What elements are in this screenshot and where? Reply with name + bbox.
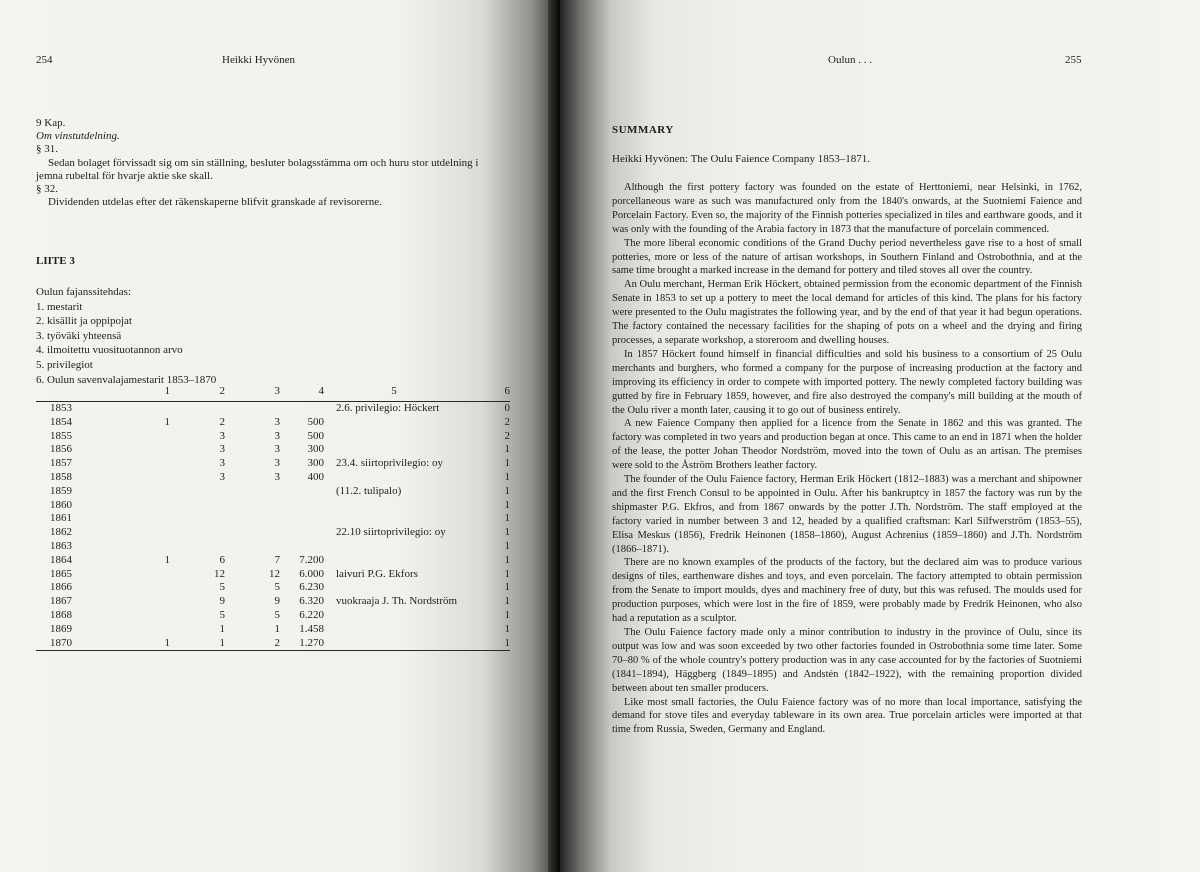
table-cell — [110, 430, 170, 444]
table-row — [36, 471, 510, 485]
appendix-legend — [36, 285, 510, 387]
table-row — [36, 637, 510, 651]
table-cell — [110, 485, 170, 499]
table-cell: 1861 — [50, 512, 72, 525]
table-cell: 3 — [219, 443, 225, 456]
running-head-right: Oulun . . . — [828, 54, 872, 66]
table-cell: 1856 — [50, 443, 72, 456]
table-cell: 1 — [504, 484, 510, 497]
table-cell: 1857 — [50, 457, 72, 470]
table-cell: 2 — [225, 637, 280, 651]
table-row — [36, 609, 510, 623]
table-cell: 9 — [219, 595, 225, 608]
legend-line: 2. kisällit ja oppipojat — [36, 315, 132, 328]
table-cell: 1855 — [50, 429, 72, 442]
summary-heading: SUMMARY — [612, 124, 674, 136]
statute-line: § 31. — [36, 143, 58, 156]
table-cell — [324, 471, 464, 485]
table-cell: 1862 — [50, 526, 72, 539]
legend-line: 6. Oulun savenvalajamestarit 1853–1870 — [36, 373, 217, 386]
summary-paragraph: A new Faience Company then applied for a licence from the Senate in 1862 and this was granted. The factory was completed in two years and production began at once. This came to an end in 1871 when the holder of the lease, the potter Johan Theodor Nordström, moved into the town of Oulu as an artisan. The premises were sold to the Åström Brothers leather factory. — [612, 418, 1082, 472]
table-cell — [170, 512, 225, 526]
table-cell: 1 — [164, 415, 170, 428]
table-cell: 2 — [504, 415, 510, 428]
table-cell — [324, 443, 464, 457]
table-row — [36, 457, 510, 471]
summary-paragraph: In 1857 Höckert found himself in financial difficulties and sold his business to a consortium of 25 Oulu merchants and burghers, who formed a company for the purpose of increasing production at the factory and improving its efficiency in order to compete with imported pottery. The newly completed factory building was gutted by fire in February 1859, however, and fire also destroyed the company's mill building at the mouth of the Oulu river a month later, causing it to go out of business entirely. — [612, 348, 1082, 416]
table-cell: 1 — [504, 457, 510, 470]
table-cell — [110, 595, 170, 609]
table-cell: 1 — [504, 622, 510, 635]
table-cell: 7.200 — [299, 553, 324, 566]
table-cell: 1 — [504, 470, 510, 483]
table-cell: 2.6. privilegio: Höckert — [336, 402, 440, 414]
table-cell — [170, 499, 225, 513]
summary-paragraph: The more liberal economic conditions of the Grand Duchy period nevertheless gave rise to a host of small potteries, more or less of the nature of artisan workshops, in Southern Finland and Ostrobothnia, and at the same time brought a marked increase in the demand for pottery and tiled stoves all over the country. — [612, 237, 1082, 277]
table-cell — [324, 499, 464, 513]
legend-line: Oulun fajanssitehdas: — [36, 286, 132, 298]
table-cell: 1 — [504, 581, 510, 594]
table-row — [36, 512, 510, 526]
table-cell: 12 — [214, 567, 225, 580]
table-row — [36, 568, 510, 582]
table-cell: 5 — [219, 581, 225, 594]
factory-data-table — [36, 381, 510, 651]
table-cell — [225, 485, 280, 499]
table-row — [36, 499, 510, 513]
table-cell: 1 — [504, 443, 510, 456]
table-cell — [280, 512, 324, 526]
table-cell: 2 — [504, 429, 510, 442]
column-header: 3 — [225, 381, 280, 402]
table-cell — [170, 540, 225, 554]
table-cell: 1865 — [50, 567, 72, 580]
table-cell — [110, 581, 170, 595]
summary-subheading: Heikki Hyvönen: The Oulu Faience Company 1853–1871. — [612, 153, 870, 165]
table-cell: 3 — [219, 429, 225, 442]
table-cell: 0 — [504, 402, 510, 414]
table-cell — [110, 526, 170, 540]
table-cell: 6.000 — [299, 567, 324, 580]
table-cell: 3 — [219, 457, 225, 470]
table-cell: 3 — [274, 470, 280, 483]
table-cell: 1859 — [50, 484, 72, 497]
table-cell — [280, 540, 324, 554]
table-cell — [110, 609, 170, 623]
table-cell: 9 — [274, 595, 280, 608]
table-cell — [280, 526, 324, 540]
table-cell — [225, 540, 280, 554]
table-cell: 7 — [274, 553, 280, 566]
table-cell: 3 — [274, 443, 280, 456]
table-cell — [225, 526, 280, 540]
table-cell: 1 — [170, 637, 225, 651]
table-cell: 3 — [219, 470, 225, 483]
table-cell — [110, 623, 170, 637]
summary-paragraph: An Oulu merchant, Herman Erik Höckert, obtained permission from the economic department of the Finnish Senate in 1853 to set up a pottery to meet the local demand for articles of this kind. The plans for his factory were presented to the Oulu magistrates the following year, and by the end of that year it had begun operations. The factory contained the necessary facilities for the shaping of pots on a wheel and the drying and firing processes, a separate workshop, a storeroom and dwelling houses. — [612, 279, 1082, 346]
column-header: 2 — [170, 381, 225, 402]
table-cell: 1870 — [36, 637, 110, 651]
summary-text — [612, 181, 1082, 737]
table-row — [36, 540, 510, 554]
table-cell — [324, 430, 464, 444]
page-number-right: 255 — [1065, 54, 1082, 66]
table-body — [36, 402, 510, 651]
appendix-heading: LIITE 3 — [36, 255, 75, 267]
table-cell: 1 — [504, 526, 510, 539]
statute-line: jemna rubeltal för hvarje aktie ske skall. — [36, 169, 213, 182]
table-cell — [110, 443, 170, 457]
table-cell: 1867 — [50, 595, 72, 608]
table-cell: 1866 — [50, 581, 72, 594]
table-cell — [280, 485, 324, 499]
table-header-row — [36, 381, 510, 402]
table-cell: 1868 — [50, 608, 72, 621]
column-header: 4 — [280, 381, 324, 402]
statute-line: Sedan bolaget förvissadt sig om sin ställning, besluter bolagsstämma om och huru stor utdelning i — [48, 156, 479, 169]
table-cell — [110, 512, 170, 526]
table-cell — [280, 402, 324, 416]
table-cell — [225, 402, 280, 416]
table-cell: 1 — [110, 637, 170, 651]
table-cell: 5 — [274, 581, 280, 594]
table-cell — [170, 485, 225, 499]
table-row — [36, 416, 510, 430]
legend-line: 4. ilmoitettu vuosituotannon arvo — [36, 344, 183, 357]
table-cell: (11.2. tulipalo) — [336, 484, 402, 497]
table-cell — [324, 581, 464, 595]
table-row — [36, 443, 510, 457]
statute-line: Om vinstutdelning. — [36, 130, 120, 143]
statute-line: Dividenden utdelas efter det räkenskaperne blifvit granskade af revisorerne. — [48, 196, 382, 209]
table-cell: 1 — [274, 622, 280, 635]
table-cell: 1 — [504, 608, 510, 621]
table-cell — [324, 416, 464, 430]
table-row — [36, 485, 510, 499]
summary-paragraph: There are no known examples of the products of the factory, but the declared aim was to produce various designs of tiles, earthenware dishes and toys, and even porcelain. The factory attempted to obtain permission from the Senate to import moulds, dyes and machinery free of duty, but this was refused. The moulds used for production purposes, which were lost in the fire of 1859, were probably made by Fredrik Heinonen, who also had a reputation as a sculptor. — [612, 557, 1082, 625]
table-cell: 23.4. siirtoprivilegio: oy — [336, 457, 443, 470]
table-cell — [110, 540, 170, 554]
table-cell — [110, 471, 170, 485]
table-row — [36, 430, 510, 444]
table-cell: 1.270 — [280, 637, 324, 651]
table-cell: 1 — [504, 567, 510, 580]
table-cell: 1 — [219, 622, 225, 635]
table-cell — [324, 554, 464, 568]
table-cell: 1 — [504, 512, 510, 525]
table-cell: 1869 — [50, 622, 72, 635]
column-header — [36, 381, 110, 402]
column-header: 1 — [110, 381, 170, 402]
table-cell: 1854 — [50, 415, 72, 428]
statute-line: § 32. — [36, 183, 58, 196]
table-cell: 22.10 siirtoprivilegio: oy — [336, 526, 446, 539]
table-cell — [280, 499, 324, 513]
table-cell: 3 — [274, 429, 280, 442]
table-row — [36, 554, 510, 568]
table-cell: 1 — [504, 539, 510, 552]
table-cell: 1 — [504, 553, 510, 566]
table-cell: 300 — [307, 457, 324, 470]
left-page — [0, 0, 560, 872]
table-cell: 1863 — [50, 539, 72, 552]
running-head-left: Heikki Hyvönen — [222, 54, 296, 66]
table-row — [36, 581, 510, 595]
summary-paragraph: Like most small factories, the Oulu Faience factory was of no more than local importance, satisfying the demand for stove tiles and everyday tableware in its own area. True porcelain articles were imported at that time from Russia, Sweden, Germany and England. — [612, 696, 1082, 736]
table-cell — [110, 568, 170, 582]
table-row — [36, 402, 510, 416]
table-cell: 1860 — [50, 498, 72, 511]
table-row — [36, 623, 510, 637]
table-cell: laivuri P.G. Ekfors — [336, 567, 418, 580]
page-number-left: 254 — [36, 54, 53, 66]
right-page — [560, 0, 1200, 872]
table-cell: 5 — [274, 608, 280, 621]
table-cell: 1 — [504, 595, 510, 608]
table-cell — [170, 526, 225, 540]
table-cell: 6 — [219, 553, 225, 566]
table-cell: 12 — [269, 567, 280, 580]
table-cell: 6.230 — [299, 581, 324, 594]
table-cell: 300 — [307, 443, 324, 456]
summary-paragraph: Although the first pottery factory was founded on the estate of Herttoniemi, near Helsinki, in 1762, porcellaneous ware as such was manufactured only from the 1840's onwards, at the Suotniemi Faience and Porcelain Factory. Even so, the majority of the Finnish potteries specialized in tiles and earthware goods, and it was only with the founding of the Arabia factory in 1873 that the manufacture of porcelain commenced. — [612, 182, 1082, 235]
column-header: 5 — [324, 381, 464, 402]
legend-line: 3. työväki yhteensä — [36, 329, 122, 342]
legend-line: 1. mestarit — [36, 300, 83, 313]
table-cell: 1858 — [50, 470, 72, 483]
table-cell — [324, 637, 464, 651]
table-cell — [170, 402, 225, 416]
table-cell: 5 — [219, 608, 225, 621]
column-header: 6 — [464, 381, 510, 402]
table-cell: 1853 — [50, 402, 72, 414]
table-cell: 3 — [274, 415, 280, 428]
table-row — [36, 526, 510, 540]
summary-paragraph: The founder of the Oulu Faience factory, Herman Erik Höckert (1812–1883) was a merchant and shipowner and the first French Consul to be appointed in Oulu. After his bankruptcy in 1857 the factory was run by the shipmaster P.G. Ekfros, and from 1867 onwards by the potter J.Th. Nordström. The staff employed at the factory varied in number between 3 and 12, headed by a qualified craftsman: Karl Silfwerström (1853–55), Elisa Meskus (1856), Fredrik Heinonen (1858–1860), August Achrenius (1859–1860) and J.Th. Nordström (1866–1871). — [612, 474, 1082, 555]
table-cell: 1864 — [50, 553, 72, 566]
table-cell: 1 — [164, 553, 170, 566]
statute-line: 9 Kap. — [36, 117, 66, 129]
summary-paragraph: The Oulu Faience factory made only a minor contribution to industry in the province of Oulu, since its output was low and was soon exceeded by two other factories founded in Ostrobothnia some time later. Some 70–80 % of the whole country's pottery production was in any case accounted for by the factories of Suotniemi (1841–1894), Häggberg (1849–1895) and Andstén (1842–1922), with the remaining proportion divided between about ten smaller producers. — [612, 627, 1082, 694]
table-cell — [110, 499, 170, 513]
table-row — [36, 595, 510, 609]
statute-text — [36, 117, 510, 209]
table-cell — [110, 402, 170, 416]
table-cell — [110, 457, 170, 471]
table-cell: 500 — [307, 429, 324, 442]
table-cell — [225, 512, 280, 526]
table-cell — [324, 623, 464, 637]
table-cell: 3 — [274, 457, 280, 470]
table-cell: 6.220 — [299, 608, 324, 621]
table-cell — [324, 540, 464, 554]
table-cell: 1.458 — [299, 622, 324, 635]
table-cell — [225, 499, 280, 513]
table-cell: 400 — [307, 470, 324, 483]
table-cell: vuokraaja J. Th. Nordström — [336, 595, 458, 608]
table-cell: 2 — [219, 415, 225, 428]
table-cell — [324, 609, 464, 623]
table-cell: 1 — [504, 498, 510, 511]
table-cell: 500 — [307, 415, 324, 428]
table-cell — [324, 512, 464, 526]
table-cell: 1 — [464, 637, 510, 651]
table-cell: 6.320 — [299, 595, 324, 608]
legend-line: 5. privilegiot — [36, 358, 93, 371]
